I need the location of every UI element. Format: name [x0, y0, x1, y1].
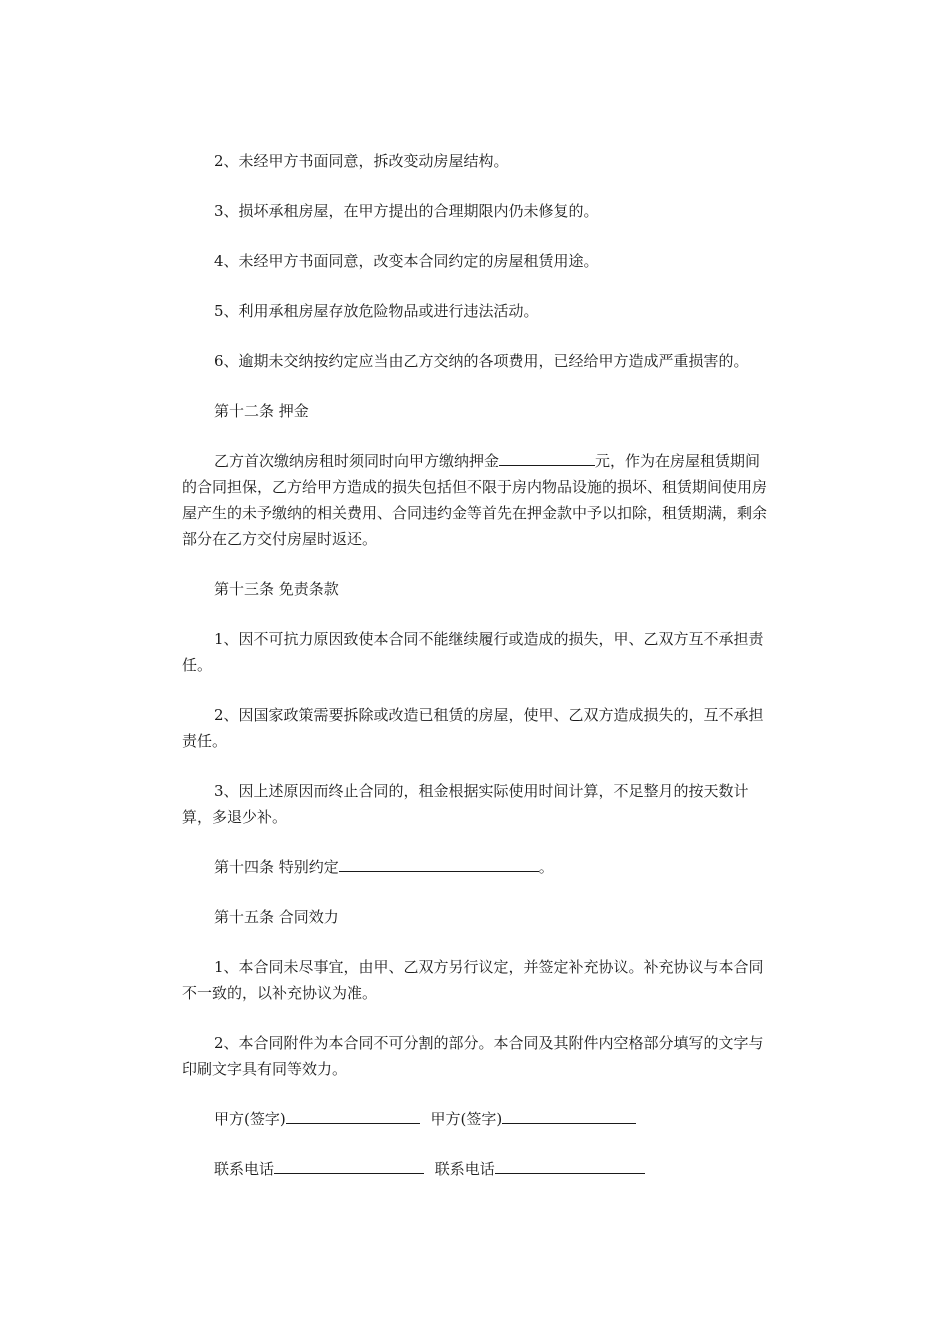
- phone-b-blank: [495, 1159, 645, 1174]
- article-15-heading: 第十五条 合同效力: [214, 908, 339, 926]
- article-15-item-2: 2、本合同附件为本合同不可分割的部分。本合同及其附件内空格部分填写的文字与印刷文字具有同等效力。: [182, 1034, 764, 1078]
- clause-item-4: 4、未经甲方书面同意，改变本合同约定的房屋租赁用途。: [214, 252, 599, 270]
- article-13-item-3: 3、因上述原因而终止合同的，租金根据实际使用时间计算，不足整月的按天数计算，多退少补。: [182, 782, 749, 826]
- party-b-phone: [435, 1156, 645, 1182]
- article-15-item-1: 1、本合同未尽事宜，由甲、乙双方另行议定，并签定补充协议。补充协议与本合同不一致的，以补充协议为准。: [182, 958, 764, 1002]
- phone-b-label: 联系电话: [434, 1160, 495, 1178]
- special-terms-blank: [339, 857, 539, 872]
- clause-item-5: 5、利用承租房屋存放危险物品或进行违法活动。: [214, 302, 539, 320]
- deposit-amount-blank: [499, 451, 595, 466]
- phone-row: [182, 1156, 772, 1182]
- deposit-text-after: 元，作为在房屋租赁期间的合同担保，乙方给甲方造成的损失包括但不限于房内物品设施的损坏、租赁期间使用房屋产生的未予缴纳的相关费用、合同违约金等首先在押金款中予以扣除，租赁期满，剩余部分在乙方交付房屋时返还。: [182, 452, 768, 548]
- deposit-text-before: 乙方首次缴纳房租时须同时向甲方缴纳押金: [214, 452, 500, 470]
- article-13-heading: 第十三条 免责条款: [214, 580, 339, 598]
- clause-item-6: 6、逾期未交纳按约定应当由乙方交纳的各项费用，已经给甲方造成严重损害的。: [214, 352, 749, 370]
- article-13-item-1: 1、因不可抗力原因致使本合同不能继续履行或造成的损失，甲、乙双方互不承担责任。: [182, 630, 764, 674]
- clause-item-2: 2、未经甲方书面同意，拆改变动房屋结构。: [214, 152, 509, 170]
- signature-row: [182, 1106, 772, 1132]
- phone-a-blank: [274, 1159, 424, 1174]
- party-a-signature: [214, 1106, 420, 1132]
- party-a-label: 甲方(签字): [214, 1110, 286, 1128]
- article-14-line: [182, 854, 772, 880]
- document-page: [182, 148, 772, 1206]
- party-b-signature-blank: [502, 1109, 636, 1124]
- article-12-body: [182, 448, 772, 552]
- article-14-label: 第十四条 特别约定: [214, 858, 339, 876]
- party-a-signature-blank: [286, 1109, 420, 1124]
- phone-a-label: 联系电话: [214, 1160, 275, 1178]
- article-14-end: 。: [538, 858, 554, 876]
- party-a-phone: [214, 1156, 424, 1182]
- party-b-label: 甲方(签字): [430, 1110, 503, 1128]
- article-12-heading: 第十二条 押金: [214, 402, 309, 420]
- clause-item-3: 3、损坏承租房屋，在甲方提出的合理期限内仍未修复的。: [214, 202, 599, 220]
- party-b-signature: [431, 1106, 637, 1132]
- article-13-item-2: 2、因国家政策需要拆除或改造已租赁的房屋，使甲、乙双方造成损失的，互不承担责任。: [182, 706, 764, 750]
